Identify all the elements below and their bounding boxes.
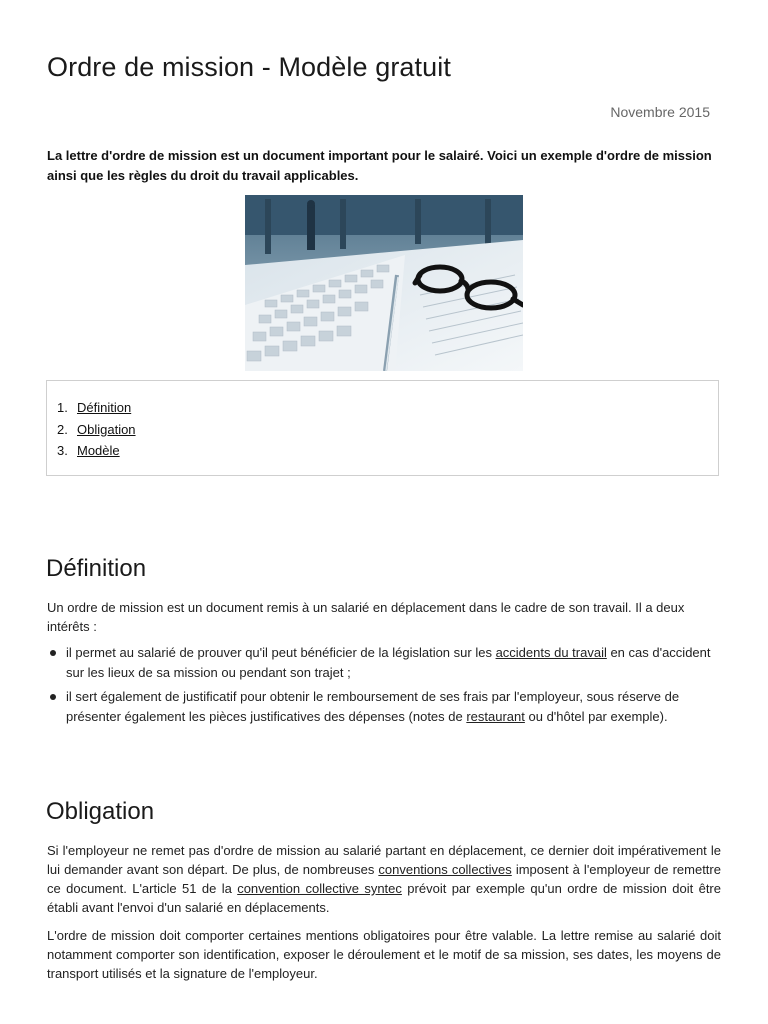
publication-date: Novembre 2015 [610, 104, 710, 120]
page-title: Ordre de mission - Modèle gratuit [47, 52, 451, 82]
toc-link-definition[interactable]: Définition [77, 400, 132, 415]
link-conventions-collectives[interactable]: conventions collectives [378, 862, 512, 877]
obligation-paragraph-2: L'ordre de mission doit comporter certaines mentions obligatoires pour être valable. La lettre remise au salarié doit notamment comporter son identification, exposer le déroulement et le motif de sa mission, ses dates, les moyens de transport utilisés et la signature de l'employeur. [47, 928, 721, 981]
toc-item: 3. Modèle [57, 443, 120, 458]
intro-paragraph: La lettre d'ordre de mission est un document important pour le salairé. Voici un exemple d'ordre de mission ainsi que les règles du droit du travail applicables. [47, 148, 712, 183]
list-item: il permet au salarié de prouver qu'il peut bénéficier de la législation sur les accidents du travail en cas d'accident sur les lieux de sa mission ou pendant son trajet ; [47, 643, 721, 683]
link-convention-collective-syntec[interactable]: convention collective syntec [237, 881, 402, 896]
bullet-dot-icon [50, 694, 56, 700]
office-desk-photo [245, 195, 523, 371]
toc-link-modele[interactable]: Modèle [77, 443, 120, 458]
table-of-contents [46, 380, 719, 476]
toc-link-obligation[interactable]: Obligation [77, 421, 136, 437]
definition-heading: Définition [46, 555, 147, 582]
toc-item: 1. Définition [57, 400, 132, 415]
link-accidents-du-travail[interactable]: accidents du travail [495, 645, 607, 660]
obligation-heading: Obligation [46, 798, 155, 825]
link-restaurant[interactable]: restaurant [466, 709, 525, 724]
list-item: il sert également de justificatif pour obtenir le remboursement de ses frais par l'employeur, sous réserve de présenter également les pièces justificatives des dépenses (notes de restaurant ou d'hôtel par exemple). [47, 687, 721, 727]
definition-bullet-list [47, 643, 721, 727]
toc-item: 2. Obligation [57, 421, 136, 437]
obligation-paragraph-1: Si l'employeur ne remet pas d'ordre de mission au salarié partant en déplacement, ce dernier doit impérativement le lui demander avant son départ. De plus, de nombreuses conventions collectives imposent à l'employeur de remettre ce document. L'article 51 de la convention collective syntec prévoit par exemple qu'un ordre de mission doit être établi avant l'envoi d'un salarié en déplacements. [47, 843, 721, 915]
definition-paragraph: Un ordre de mission est un document remis à un salarié en déplacement dans le cadre de son travail. Il a deux intérêts : [47, 600, 685, 634]
bullet-dot-icon [50, 650, 56, 656]
